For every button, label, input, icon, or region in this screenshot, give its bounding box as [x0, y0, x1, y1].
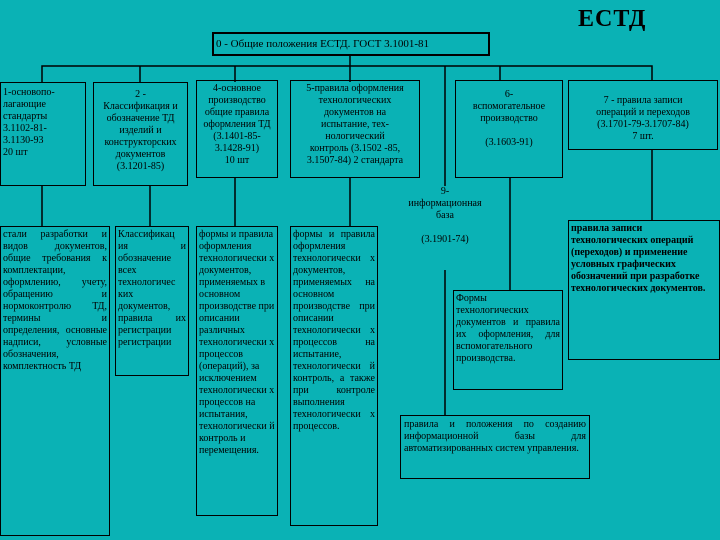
infobase-body-text: правила и положения по созданию информационной базы для автоматизированных систем управления. — [404, 419, 586, 454]
group-2-body — [115, 226, 189, 376]
group-7-body — [568, 220, 720, 360]
group-2-head-text: 2 - Классификация и обозначение ТД изделий и конструкторских документов (3.1201-85) — [103, 89, 178, 172]
root-label: 0 - Общие положения ЕСТД. ГОСТ 3.1001-81 — [216, 38, 430, 50]
group-5-head — [290, 80, 420, 178]
group-2-body-text: Классификац ия и обозначение всех технологичес ких документов, правила их регистрации регистрации — [118, 229, 186, 348]
group-6-body-text: Формы технологических документов и правила их оформления, для вспомогательного производства. — [456, 293, 560, 364]
page-title: ЕСТД — [578, 6, 647, 32]
infobase-head-text: 9- информационная база (3.1901-74) — [408, 186, 482, 245]
group-4-body-text: формы и правила оформления технологически х документов, применяемых в основном производстве при описании различных технологически х процессов (операций), за исключением технологически х процессов на испытания, технологически й контроль и перемещения. — [199, 229, 275, 456]
group-1-body-text: стали разработки и видов документов, общие требования к комплектации, оформлению, учету, обращению и нормоконтролю ТД, термины и определения, основные надписи, условные обозначения, комплектность ТД — [3, 229, 107, 372]
infobase-body — [400, 415, 590, 479]
infobase-head — [392, 186, 498, 270]
group-7-head-text: 7 - правила записи операций и переходов (3.1701-79-3.1707-84) 7 шт. — [596, 95, 690, 142]
group-1-head — [0, 82, 86, 186]
group-2-head — [93, 82, 188, 186]
group-6-head — [455, 80, 563, 178]
group-5-body-text: формы и правила оформления технологически х документов, применяемых на основном производстве при описании технологически х процессов на испытание, технологически й контроль, а также при контроле выполнения технологически х процессов. — [293, 229, 375, 432]
group-1-head-text: 1-основопо- лагающие стандарты 3.1102-81- 3.1130-93 20 шт — [3, 87, 55, 158]
group-6-body — [453, 290, 563, 390]
group-5-head-text: 5-правила оформления технологических документов на испытание, тех- нологический контроль (3.1502 -85, 3.1507-84) 2 стандарта — [306, 83, 404, 166]
group-4-head-text: 4-основное производство общие правила оформления ТД (3.1401-85- 3.1428-91) 10 шт — [203, 83, 271, 166]
group-4-body — [196, 226, 278, 516]
group-6-head-text: 6- вспомогательное производство (3.1603-91) — [472, 89, 546, 148]
group-5-body — [290, 226, 378, 526]
root-box — [212, 32, 490, 56]
group-7-body-text: правила записи технологических операций (переходов) и применение условных графических обозначений при разработке технологических документов. — [571, 223, 706, 294]
group-7-head — [568, 80, 718, 150]
group-4-head — [196, 80, 278, 178]
group-1-body — [0, 226, 110, 536]
